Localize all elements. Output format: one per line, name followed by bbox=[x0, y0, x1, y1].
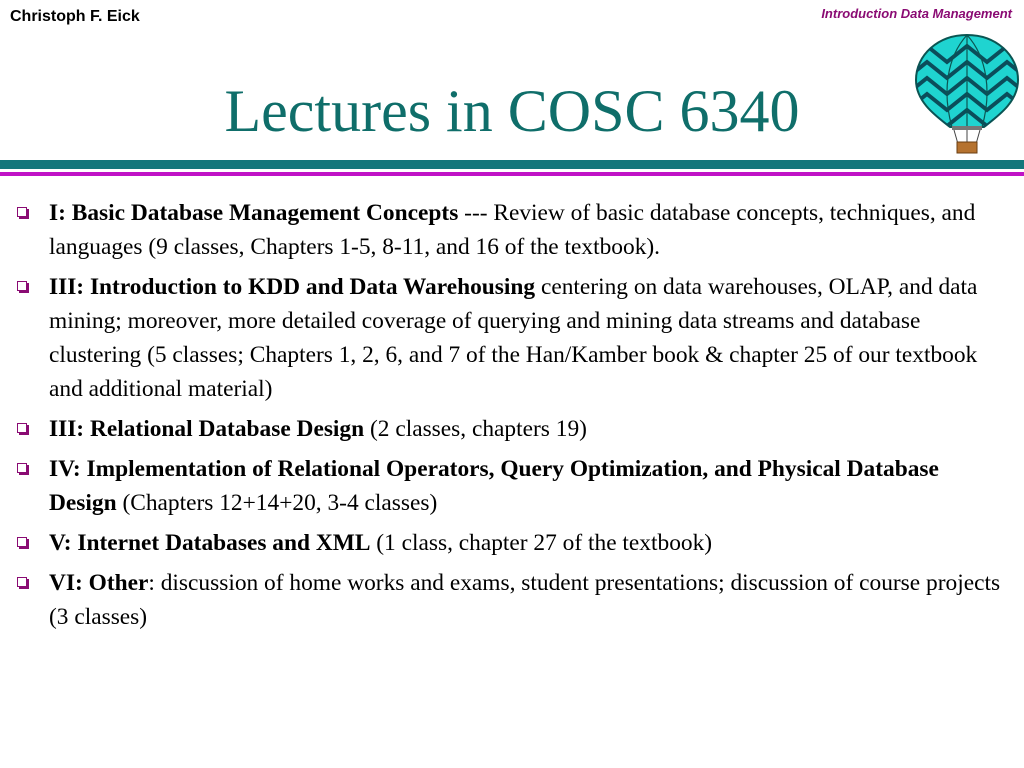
lecture-description: --- Review of basic database concepts, techniques, and languages (9 classes, Chapters 1-5, 8-11, and 16 of the textbook). bbox=[49, 200, 976, 260]
list-item bbox=[14, 412, 1012, 446]
lecture-description: (1 class, chapter 27 of the textbook) bbox=[370, 530, 713, 556]
square-bullet-icon bbox=[17, 423, 27, 433]
slide-title: Lectures in COSC 6340 bbox=[224, 78, 800, 144]
square-bullet-icon bbox=[17, 463, 27, 473]
square-bullet-icon bbox=[17, 281, 27, 291]
list-item bbox=[14, 196, 1012, 264]
list-item bbox=[14, 566, 1012, 634]
author-name: Christoph F. Eick bbox=[10, 8, 140, 25]
lecture-list bbox=[14, 196, 1012, 640]
square-bullet-icon bbox=[17, 537, 27, 547]
lecture-description: (Chapters 12+14+20, 3-4 classes) bbox=[116, 490, 438, 516]
lecture-heading: III: Introduction to KDD and Data Warehousing bbox=[49, 274, 536, 300]
list-item bbox=[14, 526, 1012, 560]
square-bullet-icon bbox=[17, 577, 27, 587]
title-divider-secondary bbox=[0, 172, 1024, 176]
lecture-heading: V: Internet Databases and XML bbox=[49, 530, 371, 556]
lecture-description: (2 classes, chapters 19) bbox=[364, 416, 587, 442]
slide-topic: Introduction Data Management bbox=[821, 6, 1012, 21]
lecture-description: centering on data warehouses, OLAP, and data mining; moreover, more detailed coverage of querying and mining data streams and database clustering (5 classes; Chapters 1, 2, 6, and 7 of the Han/Kamber book & chapter 25 of our textbook and additional material) bbox=[49, 274, 978, 402]
lecture-heading: VI: Other bbox=[49, 570, 149, 596]
lecture-description: : discussion of home works and exams, student presentations; discussion of course projects (3 classes) bbox=[49, 570, 1001, 630]
title-divider-primary bbox=[0, 160, 1024, 169]
square-bullet-icon bbox=[17, 207, 27, 217]
list-item bbox=[14, 270, 1012, 406]
lecture-heading: I: Basic Database Management Concepts bbox=[49, 200, 459, 226]
list-item bbox=[14, 452, 1012, 520]
lecture-heading: III: Relational Database Design bbox=[49, 416, 365, 442]
lecture-heading: IV: Implementation of Relational Operators, Query Optimization, and Physical Database Design bbox=[49, 456, 939, 516]
